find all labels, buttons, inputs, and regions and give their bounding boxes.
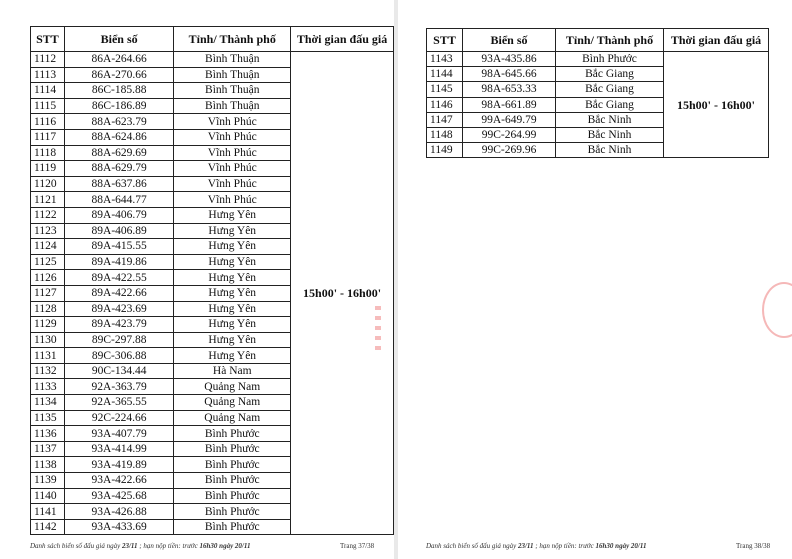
row-stt: 1137 <box>31 441 65 457</box>
row-province: Bắc Giang <box>556 97 664 112</box>
row-province: Hưng Yên <box>174 317 291 333</box>
row-stt: 1120 <box>31 176 65 192</box>
row-plate: 93A-426.88 <box>64 504 173 520</box>
auction-time-cell: 15h00' - 16h00' <box>664 52 769 158</box>
document-page-37 <box>0 0 394 559</box>
row-province: Bình Phước <box>174 441 291 457</box>
plate-auction-table <box>30 26 394 535</box>
row-stt: 1149 <box>427 143 463 158</box>
row-plate: 98A-653.33 <box>463 82 556 97</box>
row-stt: 1121 <box>31 192 65 208</box>
row-stt: 1124 <box>31 239 65 255</box>
row-plate: 93A-419.89 <box>64 457 173 473</box>
row-stt: 1146 <box>427 97 463 112</box>
row-stt: 1117 <box>31 129 65 145</box>
row-stt: 1131 <box>31 348 65 364</box>
row-province: Vĩnh Phúc <box>174 192 291 208</box>
row-stt: 1147 <box>427 112 463 127</box>
row-plate: 88A-637.86 <box>64 176 173 192</box>
row-plate: 99C-264.99 <box>463 127 556 142</box>
red-seal-stamp <box>762 282 792 338</box>
row-province: Quảng Nam <box>174 410 291 426</box>
row-stt: 1113 <box>31 67 65 83</box>
footer-text-mid: ; hạn nộp tiền: trước <box>137 542 200 550</box>
row-plate: 88A-629.79 <box>64 161 173 177</box>
row-plate: 93A-433.69 <box>64 519 173 535</box>
row-province: Hưng Yên <box>174 301 291 317</box>
row-province: Quảng Nam <box>174 395 291 411</box>
row-plate: 89A-422.55 <box>64 270 173 286</box>
row-plate: 99A-649.79 <box>463 112 556 127</box>
table-row <box>31 52 394 68</box>
page-number: Trang 37/38 <box>340 542 375 550</box>
row-province: Hưng Yên <box>174 207 291 223</box>
row-province: Bắc Ninh <box>556 127 664 142</box>
row-province: Bắc Giang <box>556 67 664 82</box>
row-plate: 86C-185.88 <box>64 83 173 99</box>
row-stt: 1122 <box>31 207 65 223</box>
header-province: Tỉnh/ Thành phố <box>556 29 664 52</box>
row-plate: 88A-644.77 <box>64 192 173 208</box>
row-stt: 1138 <box>31 457 65 473</box>
row-province: Hưng Yên <box>174 223 291 239</box>
row-province: Hưng Yên <box>174 254 291 270</box>
row-province: Bình Thuận <box>174 67 291 83</box>
row-stt: 1139 <box>31 473 65 489</box>
row-plate: 88A-629.69 <box>64 145 173 161</box>
table-row <box>427 52 769 67</box>
row-province: Bình Phước <box>556 52 664 67</box>
row-stt: 1114 <box>31 83 65 99</box>
row-province: Bắc Ninh <box>556 112 664 127</box>
row-province: Vĩnh Phúc <box>174 161 291 177</box>
table-header-row <box>427 29 769 52</box>
table-body <box>31 52 394 535</box>
row-stt: 1134 <box>31 395 65 411</box>
row-stt: 1112 <box>31 52 65 68</box>
header-plate: Biển số <box>64 27 173 52</box>
plate-auction-table <box>426 28 769 158</box>
row-plate: 93A-435.86 <box>463 52 556 67</box>
row-province: Hưng Yên <box>174 332 291 348</box>
row-province: Bình Phước <box>174 504 291 520</box>
row-province: Bình Thuận <box>174 52 291 68</box>
page-footer <box>426 542 646 550</box>
row-stt: 1145 <box>427 82 463 97</box>
row-plate: 90C-134.44 <box>64 363 173 379</box>
row-stt: 1143 <box>427 52 463 67</box>
row-plate: 89A-415.55 <box>64 239 173 255</box>
row-province: Vĩnh Phúc <box>174 176 291 192</box>
row-province: Hưng Yên <box>174 348 291 364</box>
row-stt: 1136 <box>31 426 65 442</box>
footer-text: Danh sách biển số đấu giá ngày <box>30 542 122 550</box>
row-stt: 1123 <box>31 223 65 239</box>
footer-text-mid: ; hạn nộp tiền: trước <box>533 542 596 550</box>
row-plate: 98A-645.66 <box>463 67 556 82</box>
row-plate: 93A-407.79 <box>64 426 173 442</box>
row-stt: 1148 <box>427 127 463 142</box>
page-footer <box>30 542 250 550</box>
header-stt: STT <box>427 29 463 52</box>
row-stt: 1129 <box>31 317 65 333</box>
row-stt: 1135 <box>31 410 65 426</box>
row-province: Bình Phước <box>174 426 291 442</box>
row-plate: 89C-306.88 <box>64 348 173 364</box>
row-province: Bình Thuận <box>174 83 291 99</box>
stamp-marks <box>372 300 386 360</box>
row-stt: 1141 <box>31 504 65 520</box>
row-province: Quảng Nam <box>174 379 291 395</box>
row-plate: 89A-422.66 <box>64 285 173 301</box>
header-province: Tỉnh/ Thành phố <box>174 27 291 52</box>
header-stt: STT <box>31 27 65 52</box>
row-plate: 93A-414.99 <box>64 441 173 457</box>
page-number: Trang 38/38 <box>736 542 771 550</box>
row-stt: 1116 <box>31 114 65 130</box>
row-plate: 92A-363.79 <box>64 379 173 395</box>
row-plate: 89A-406.89 <box>64 223 173 239</box>
row-stt: 1126 <box>31 270 65 286</box>
table-header-row <box>31 27 394 52</box>
row-province: Hưng Yên <box>174 270 291 286</box>
row-plate: 92C-224.66 <box>64 410 173 426</box>
row-plate: 89A-406.79 <box>64 207 173 223</box>
footer-date: 23/11 <box>517 542 534 550</box>
row-stt: 1144 <box>427 67 463 82</box>
row-plate: 93A-425.68 <box>64 488 173 504</box>
row-stt: 1140 <box>31 488 65 504</box>
row-plate: 86C-186.89 <box>64 98 173 114</box>
row-plate: 88A-624.86 <box>64 129 173 145</box>
row-province: Bình Thuận <box>174 98 291 114</box>
row-stt: 1119 <box>31 161 65 177</box>
document-page-38 <box>398 0 792 559</box>
row-province: Bình Phước <box>174 473 291 489</box>
row-plate: 89A-419.86 <box>64 254 173 270</box>
row-stt: 1133 <box>31 379 65 395</box>
row-stt: 1125 <box>31 254 65 270</box>
header-plate: Biển số <box>463 29 556 52</box>
row-plate: 92A-365.55 <box>64 395 173 411</box>
row-plate: 89A-423.69 <box>64 301 173 317</box>
row-province: Bình Phước <box>174 488 291 504</box>
footer-date: 23/11 <box>121 542 138 550</box>
row-plate: 93A-422.66 <box>64 473 173 489</box>
row-plate: 99C-269.96 <box>463 143 556 158</box>
header-time: Thời gian đấu giá <box>291 27 394 52</box>
row-stt: 1132 <box>31 363 65 379</box>
table-body <box>427 52 769 158</box>
row-stt: 1142 <box>31 519 65 535</box>
row-province: Vĩnh Phúc <box>174 114 291 130</box>
row-plate: 86A-264.66 <box>64 52 173 68</box>
row-province: Hưng Yên <box>174 239 291 255</box>
row-stt: 1118 <box>31 145 65 161</box>
row-stt: 1130 <box>31 332 65 348</box>
row-stt: 1127 <box>31 285 65 301</box>
row-stt: 1128 <box>31 301 65 317</box>
row-plate: 88A-623.79 <box>64 114 173 130</box>
row-plate: 89C-297.88 <box>64 332 173 348</box>
row-plate: 98A-661.89 <box>463 97 556 112</box>
footer-deadline: 16h30 ngày 20/11 <box>199 542 251 550</box>
row-province: Vĩnh Phúc <box>174 129 291 145</box>
row-province: Bắc Giang <box>556 82 664 97</box>
row-plate: 89A-423.79 <box>64 317 173 333</box>
row-province: Hưng Yên <box>174 285 291 301</box>
auction-time-cell: 15h00' - 16h00' <box>291 52 394 535</box>
row-stt: 1115 <box>31 98 65 114</box>
row-province: Vĩnh Phúc <box>174 145 291 161</box>
footer-deadline: 16h30 ngày 20/11 <box>595 542 647 550</box>
row-province: Bắc Ninh <box>556 143 664 158</box>
header-time: Thời gian đấu giá <box>664 29 769 52</box>
row-plate: 86A-270.66 <box>64 67 173 83</box>
footer-text: Danh sách biển số đấu giá ngày <box>426 542 518 550</box>
row-province: Bình Phước <box>174 519 291 535</box>
row-province: Hà Nam <box>174 363 291 379</box>
row-province: Bình Phước <box>174 457 291 473</box>
